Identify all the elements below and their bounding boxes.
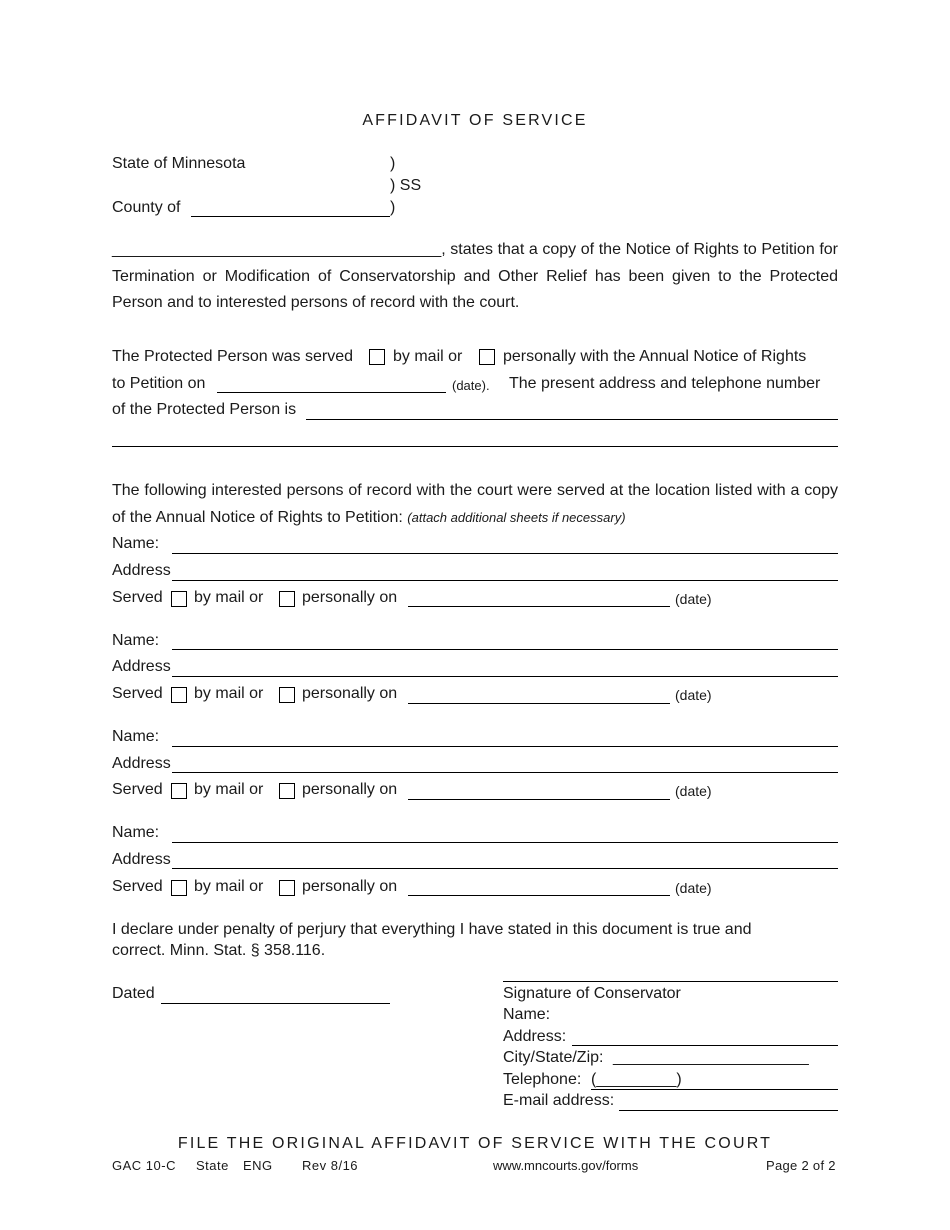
entry-address-label: Address: [112, 755, 171, 772]
entry-personal-checkbox[interactable]: [279, 591, 295, 607]
form-lang: ENG: [243, 1158, 273, 1173]
file-original-notice: FILE THE ORIGINAL AFFIDAVIT OF SERVICE WITH THE COURT: [177, 1135, 773, 1152]
entry-name-field[interactable]: [172, 746, 838, 747]
entry-personally-label: personally on: [302, 878, 398, 895]
sig-city-field[interactable]: ______________________: [613, 1049, 809, 1066]
entry-date-label: (date): [675, 880, 712, 896]
venue-paren-1: ): [390, 155, 396, 172]
entry-personally-label: personally on: [302, 781, 398, 798]
form-state: State: [196, 1158, 229, 1173]
attach-note: (attach additional sheets if necessary): [407, 509, 626, 525]
entry-served-label: Served: [112, 781, 163, 798]
intro-paragraph: [112, 237, 838, 317]
intro-text: , states that a copy of the Notice of Rights to Petition for Termination or Modification of Conservatorship and Other Relief has been given to the Protected Person and to interested persons of record with the court.: [112, 241, 838, 311]
entry-address-field[interactable]: [172, 676, 838, 677]
sig-name-label: Name:: [503, 1006, 551, 1023]
entry-personally-label: personally on: [302, 589, 398, 606]
affiant-name-field[interactable]: _____________________________________: [112, 241, 442, 258]
entry-address-field[interactable]: [172, 772, 838, 773]
page-number: Page 2 of 2: [766, 1158, 836, 1173]
pp-address-text: The present address and telephone number: [509, 375, 821, 392]
interested-intro: The following interested persons of record with the court were served at the location listed with a copy of the Annual Notice of Rights to Petition: (attach additional sheets if necessary): [112, 482, 838, 526]
entry-date-field[interactable]: [408, 606, 670, 607]
sig-email-label: E-mail address:: [503, 1092, 615, 1109]
dated-label: Dated: [112, 985, 155, 1002]
entry-address-label: Address: [112, 562, 171, 579]
pp-address-field-1[interactable]: [306, 419, 838, 420]
pp-mail-checkbox[interactable]: [369, 349, 385, 365]
venue-ss: ) SS: [390, 177, 422, 194]
entry-date-field[interactable]: [408, 799, 670, 800]
dated-field[interactable]: [161, 1003, 390, 1004]
entry-mail-checkbox[interactable]: [171, 783, 187, 799]
entry-by-mail-label: by mail or: [194, 589, 264, 606]
pp-address-field-2[interactable]: [112, 446, 838, 447]
pp-personal-checkbox[interactable]: [479, 349, 495, 365]
entry-name-label: Name:: [112, 535, 160, 552]
entry-by-mail-label: by mail or: [194, 685, 264, 702]
entry-served-label: Served: [112, 589, 163, 606]
entry-by-mail-label: by mail or: [194, 878, 264, 895]
entry-date-field[interactable]: [408, 895, 670, 896]
page-title: AFFIDAVIT OF SERVICE: [362, 112, 588, 129]
entry-date-field[interactable]: [408, 703, 670, 704]
entry-served-label: Served: [112, 878, 163, 895]
form-code: GAC 10-C: [112, 1158, 176, 1173]
entry-personal-checkbox[interactable]: [279, 783, 295, 799]
pp-personally-label: personally with the Annual Notice of Rights: [503, 348, 807, 365]
entry-date-label: (date): [675, 591, 712, 607]
entry-address-field[interactable]: [172, 868, 838, 869]
website[interactable]: www.mncourts.gov/forms: [493, 1158, 639, 1173]
entry-personal-checkbox[interactable]: [279, 687, 295, 703]
signature-line[interactable]: [503, 981, 838, 982]
entry-served-label: Served: [112, 685, 163, 702]
pp-date-field[interactable]: [217, 392, 446, 393]
sig-city-label: City/State/Zip:: [503, 1049, 604, 1066]
entry-mail-checkbox[interactable]: [171, 591, 187, 607]
sig-email-field[interactable]: [619, 1110, 838, 1111]
county-label: County of: [112, 199, 181, 216]
entry-name-label: Name:: [112, 824, 160, 841]
entry-personally-label: personally on: [302, 685, 398, 702]
pp-to-petition-label: to Petition on: [112, 375, 206, 392]
state-label: State of Minnesota: [112, 155, 246, 172]
sig-telephone-field[interactable]: (_________): [591, 1071, 682, 1088]
sig-telephone-label: Telephone:: [503, 1071, 582, 1088]
entry-mail-checkbox[interactable]: [171, 687, 187, 703]
pp-by-mail-label: by mail or: [393, 348, 463, 365]
entry-by-mail-label: by mail or: [194, 781, 264, 798]
entry-address-label: Address: [112, 851, 171, 868]
form-rev: Rev 8/16: [302, 1158, 359, 1173]
signature-title: Signature of Conservator: [503, 985, 681, 1002]
entry-address-field[interactable]: [172, 580, 838, 581]
pp-of-protected-label: of the Protected Person is: [112, 401, 297, 418]
entry-address-label: Address: [112, 658, 171, 675]
venue-paren-3: ): [390, 199, 396, 216]
entry-mail-checkbox[interactable]: [171, 880, 187, 896]
entry-personal-checkbox[interactable]: [279, 880, 295, 896]
entry-name-field[interactable]: [172, 842, 838, 843]
entry-date-label: (date): [675, 687, 712, 703]
entry-name-field[interactable]: [172, 553, 838, 554]
entry-name-label: Name:: [112, 728, 160, 745]
entry-name-label: Name:: [112, 632, 160, 649]
sig-address-field[interactable]: [572, 1045, 838, 1046]
sig-address-label: Address:: [503, 1028, 567, 1045]
pp-date-label: (date).: [452, 378, 490, 393]
county-field[interactable]: [191, 216, 390, 217]
declaration-line-1: I declare under penalty of perjury that everything I have stated in this document is true and: [112, 921, 752, 938]
declaration-line-2: correct. Minn. Stat. § 358.116.: [112, 942, 326, 959]
sig-telephone-underline: [591, 1089, 838, 1090]
entry-name-field[interactable]: [172, 649, 838, 650]
pp-served-text: The Protected Person was served: [112, 348, 354, 365]
entry-date-label: (date): [675, 783, 712, 799]
